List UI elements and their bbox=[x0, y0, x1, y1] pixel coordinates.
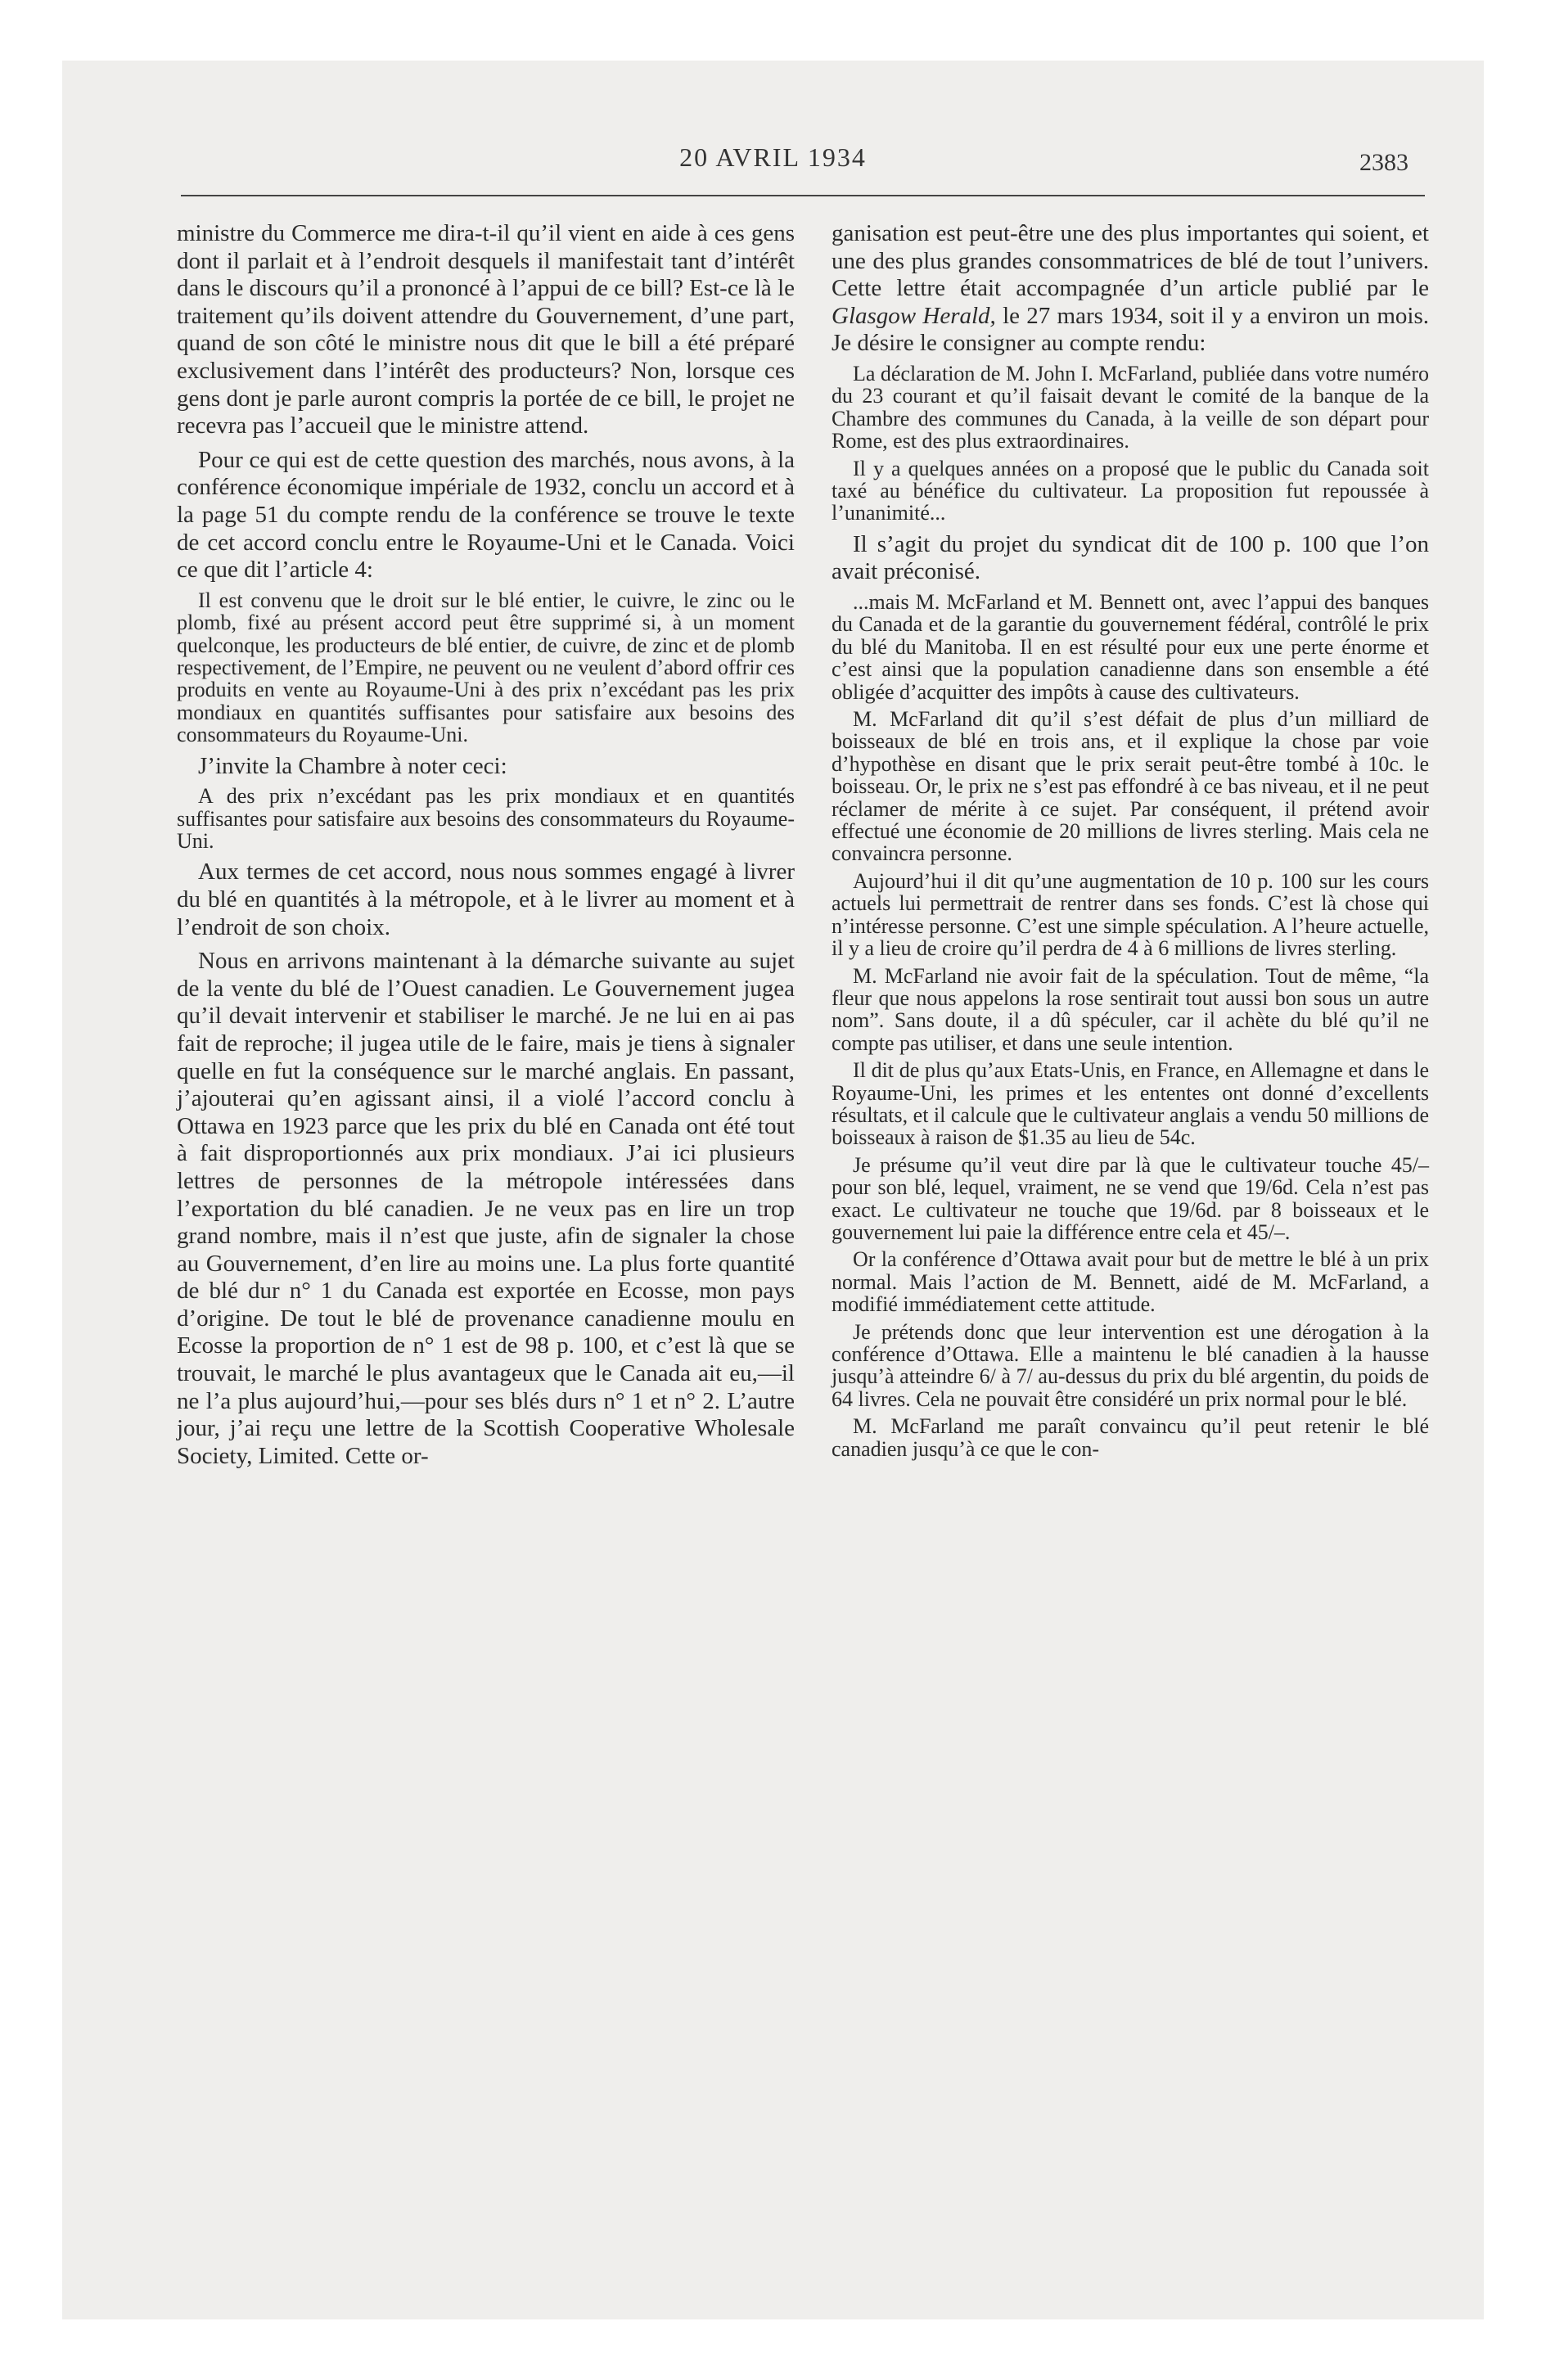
newspaper-title: Glasgow Herald, bbox=[832, 302, 996, 329]
header-rule bbox=[181, 195, 1425, 196]
right-quotation: Je présume qu’il veut dire par là que le cultivateur touche 45/– pour son blé, lequel, vraiment, ne se vend que 19/6d. Cela n’est pas exact. Le cultivateur ne touche que 19/6d. par 8 boisseaux et le gouvernement lui paie la différence entre cela et 45/–. bbox=[832, 1152, 1429, 1244]
intro-text-before: ganisation est peut-être une des plus importantes qui soient, et une des plus grandes consommatrices de blé de tout l’univers. Cette lettre était accompagnée d’un article publié par le bbox=[832, 220, 1429, 302]
header-date: 20 AVRIL 1934 bbox=[679, 142, 867, 172]
page-number: 2383 bbox=[1359, 149, 1409, 176]
right-intro-paragraph bbox=[832, 220, 1429, 358]
right-quotation: M. McFarland dit qu’il s’est défait de plus d’un milliard de boisseaux de blé en trois ans, et il explique la chose par voie d’hypothèse en disant que le prix serait peut-être tombé à 10c. le boisseau. Or, le prix ne s’est pas effondré à ce bas niveau, et il ne peut réclamer de mérite à ce sujet. Par conséquent, il prétend avoir effectué une économie de 20 millions de livres sterling. Mais cela ne convaincra personne. bbox=[832, 707, 1429, 866]
left-paragraph: Nous en arrivons maintenant à la démarche suivante au sujet de la vente du blé de l’Ouest canadien. Le Gouvernement jugea qu’il devait intervenir et stabiliser le marché. Je ne lui en ai pas fait de reproche; il jugea utile de le faire, mais je tiens à signaler quelle en fut la conséquence sur le marché anglais. En passant, j’ajouterai qu’en agissant ainsi, il a violé l’accord conclu à Ottawa en 1923 parce que les prix du blé en Canada ont été tout à fait disproportionnés aux prix mondiaux. J’ai ici plusieurs lettres de personnes de la métropole intéressées dans l’exportation du blé canadien. Je ne veux pas en lire un trop grand nombre, mais il n’est que juste, afin de signaler la chose au Gouvernement, d’en lire au moins une. La plus forte quantité de blé dur n° 1 du Canada est exportée en Ecosse, mon pays d’origine. De tout le blé de provenance canadienne moulu en Ecosse la proportion de n° 1 est de 98 p. 100, et c’est là que se trouvait, le marché le plus avantageux que le Canada ait eu,—il ne l’a plus aujourd’hui,—pour ses blés durs n° 1 et n° 2. L’autre jour, j’ai reçu une lettre de la Scottish Cooperative Wholesale Society, Limited. Cette or- bbox=[177, 948, 795, 1469]
left-paragraph: ministre du Commerce me dira-t-il qu’il vient en aide à ces gens dont il parlait et à l’endroit desquels il manifestait tant d’intérêt dans le discours qu’il a prononcé à l’appui de ce bill? Est-ce là le traitement qu’ils doivent attendre du Gouvernement, d’une part, quand de son côté le ministre nous dit que le bill a été préparé exclusivement dans l’intérêt des producteurs? Non, lorsque ces gens dont je parle auront compris la portée de ce bill, le projet ne recevra pas l’accueil que le ministre attend. bbox=[177, 220, 795, 439]
intro-text-after: le 27 mars 1934, soit il y a environ un mois. Je désire le consigner au compte rendu: bbox=[832, 302, 1429, 357]
right-quotation: Il dit de plus qu’aux Etats-Unis, en France, en Allemagne et dans le Royaume-Uni, les primes et les ententes ont donné d’excellents résultats, et il calcule que le cultivateur anglais a vendu 50 millions de boisseaux à raison de $1.35 au lieu de 54c. bbox=[832, 1058, 1429, 1150]
right-column bbox=[832, 220, 1429, 1465]
right-quotation: Aujourd’hui il dit qu’une augmentation de 10 p. 100 sur les cours actuels lui permettrait de rentrer dans ses fonds. C’est là chose qui n’intéresse personne. C’est une simple spéculation. A l’heure actuelle, il y a lieu de croire qu’il perdra de 4 à 6 millions de livres sterling. bbox=[832, 868, 1429, 961]
right-quotation: Il y a quelques années on a proposé que le public du Canada soit taxé au bénéfice du cultivateur. La proposition fut repoussée à l’unanimité... bbox=[832, 456, 1429, 525]
left-quotation: Il est convenu que le droit sur le blé entier, le cuivre, le zinc ou le plomb, fixé au présent accord peut être supprimé si, à un moment quelconque, les producteurs de blé entier, de cuivre, de zinc et de plomb respectivement, de l’Empire, ne peuvent ou ne veulent d’abord offrir ces produits en vente au Royaume-Uni à des prix n’excédant pas les prix mondiaux en quantités suffisantes pour satisfaire aux besoins des consommateurs du Royaume-Uni. bbox=[177, 588, 795, 747]
right-quotation: La déclaration de M. John I. McFarland, publiée dans votre numéro du 23 courant et qu’il faisait devant le comité de la banque de la Chambre des communes du Canada, à la veille de son départ pour Rome, est des plus extraordinaires. bbox=[832, 361, 1429, 453]
left-paragraph: Pour ce qui est de cette question des marchés, nous avons, à la conférence économique impériale de 1932, conclu un accord et à la page 51 du compte rendu de la conférence se trouve le texte de cet accord conclu entre le Royaume-Uni et le Canada. Voici ce que dit l’article 4: bbox=[177, 446, 795, 584]
page-header bbox=[62, 142, 1484, 192]
right-quotation: Je prétends donc que leur intervention est une dérogation à la conférence d’Ottawa. Elle a maintenu le blé canadien à la hausse jusqu’à atteindre 6/ à 7/ au-dessus du prix du blé argentin, du poids de 64 livres. Cela ne pouvait être considéré un prix normal pour le blé. bbox=[832, 1319, 1429, 1411]
right-paragraph: Il s’agit du projet du syndicat dit de 100 p. 100 que l’on avait préconisé. bbox=[832, 530, 1429, 585]
right-quotation: ...mais M. McFarland et M. Bennett ont, avec l’appui des banques du Canada et de la garantie du gouvernement fédéral, contrôlé le prix du blé du Manitoba. Il en est résulté pour eux une perte énorme et c’est ainsi que la population canadienne dans son ensemble a été obligée d’acquitter des impôts à cause des cultivateurs. bbox=[832, 590, 1429, 704]
left-paragraph: J’invite la Chambre à noter ceci: bbox=[198, 752, 507, 779]
left-column bbox=[177, 220, 795, 1470]
left-quotation: A des prix n’excédant pas les prix mondiaux et en quantités suffisantes pour satisfaire aux besoins des consommateurs du Royaume-Uni. bbox=[177, 784, 795, 853]
scanned-page bbox=[62, 61, 1484, 2319]
right-quotation: Or la conférence d’Ottawa avait pour but de mettre le blé à un prix normal. Mais l’action de M. Bennett, aidé de M. McFarland, a modifié immédiatement cette attitude. bbox=[832, 1247, 1429, 1317]
right-quotation: M. McFarland me paraît convaincu qu’il peut retenir le blé canadien jusqu’à ce que le con- bbox=[832, 1414, 1429, 1461]
left-paragraph: Aux termes de cet accord, nous nous sommes engagé à livrer du blé en quantités à la métropole, et à le livrer au moment et à l’endroit de son choix. bbox=[177, 859, 795, 940]
right-quotation: M. McFarland nie avoir fait de la spéculation. Tout de même, “la fleur que nous appelons la rose sentirait tout aussi bon sous un autre nom”. Sans doute, il a dû spéculer, car il achète du blé qu’il ne compte pas utiliser, et dans une seule intention. bbox=[832, 963, 1429, 1055]
